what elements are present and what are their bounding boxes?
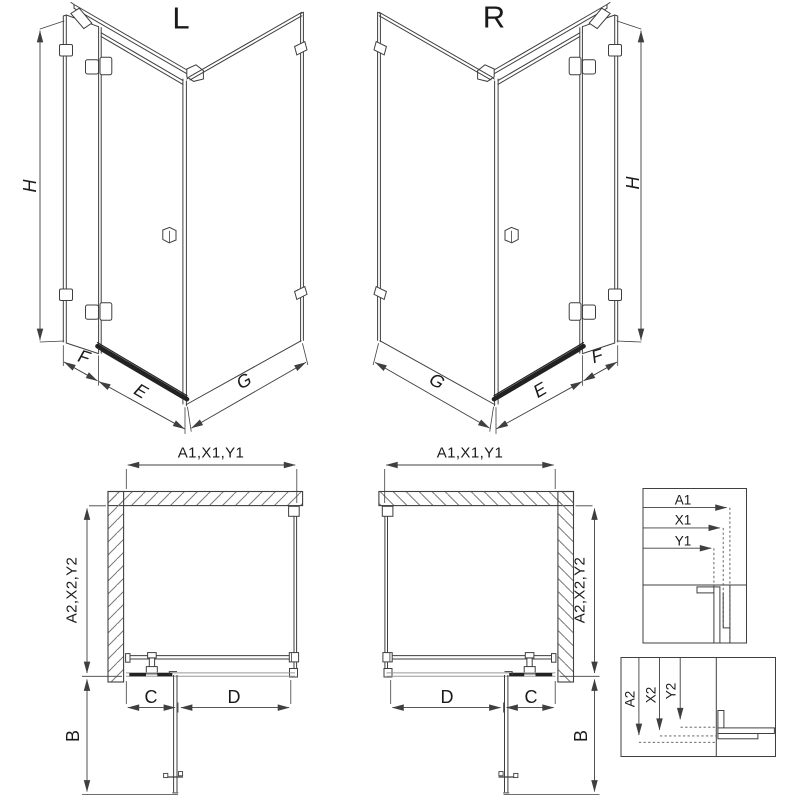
iso-r-fixed-label: F [588,344,606,368]
plan-l-c-label: C [144,687,158,707]
detail-box-depth [621,658,776,757]
plan-r-c-label: C [524,687,538,707]
plan-view-right [379,465,600,795]
plan-l-depth-label: A2,X2,Y2 [63,556,81,624]
iso-view-left [40,0,308,434]
plan-view-left [82,465,303,795]
iso-l-height-label: H [20,179,40,193]
detail-y1-label: Y1 [674,533,692,549]
iso-view-right [373,0,641,434]
iso-r-height-label: H [623,176,643,190]
detail-y2-label: Y2 [663,682,679,700]
plan-r-depth-label: A2,X2,Y2 [571,556,589,624]
iso-r-door-label: E [529,378,551,402]
plan-l-width-label: A1,X1,Y1 [177,444,245,462]
detail-a2-label: A2 [622,690,638,708]
detail-box-width [643,489,747,644]
plan-l-d-label: D [227,687,241,707]
iso-l-side-label: G [232,368,256,394]
iso-l-fixed-label: F [75,345,93,369]
plan-r-d-label: D [440,687,454,707]
plan-r-width-label: A1,X1,Y1 [436,444,504,462]
detail-a1-label: A1 [674,492,692,508]
plan-l-b-label: B [63,729,83,743]
iso-l-door-label: E [130,379,152,403]
plan-r-b-label: B [571,729,591,743]
iso-r-side-label: G [425,368,449,394]
iso-l-variant-label: L [172,0,190,36]
iso-r-variant-label: R [482,0,506,35]
detail-x1-label: X1 [674,512,692,528]
detail-x2-label: X2 [643,686,659,704]
